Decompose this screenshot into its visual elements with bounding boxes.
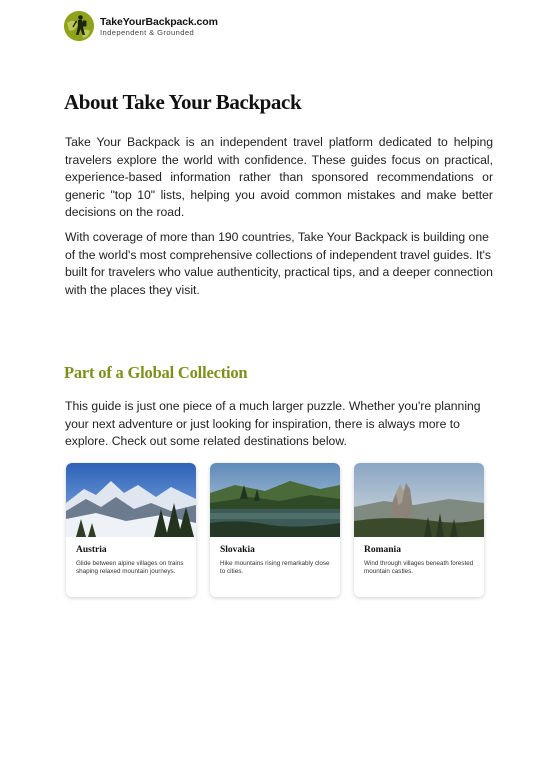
- card-description: Wind through villages beneath forested mountain castles.: [364, 560, 474, 576]
- destination-card-romania[interactable]: [354, 463, 484, 597]
- slovakia-photo: [210, 463, 340, 537]
- destination-cards: [66, 463, 486, 597]
- card-title: Austria: [76, 545, 107, 555]
- brand-tagline: Independent & Grounded: [100, 27, 195, 37]
- about-paragraph-1: Take Your Backpack is an independent travel platform dedicated to helping travelers explore the world with confidence. These guides focus on practical, experience-based information rather than sponsored recommendations or generic "top 10" lists, helping you avoid common mistakes and make better decisions on the road.: [65, 135, 493, 220]
- about-paragraph-2: With coverage of more than 190 countries, Take Your Backpack is building one of the world's most comprehensive collections of independent travel guides. It's built for travelers who value authenticity, practical tips, and a deeper connection with the places they visit.: [65, 230, 493, 297]
- card-description: Glide between alpine villages on trains shaping relaxed mountain journeys.: [76, 560, 184, 576]
- collection-title: Part of a Global Collection: [64, 363, 248, 382]
- card-title: Romania: [364, 545, 401, 555]
- austria-photo: [66, 463, 196, 537]
- brand-block: [100, 16, 218, 37]
- destination-card-austria[interactable]: [66, 463, 196, 597]
- card-title: Slovakia: [220, 545, 255, 555]
- site-header: [64, 11, 218, 41]
- card-description: Hike mountains rising remarkably close to cities.: [220, 560, 330, 576]
- hiker-globe-icon[interactable]: [64, 11, 94, 41]
- brand-name[interactable]: TakeYourBackpack.com: [100, 15, 218, 28]
- destination-card-slovakia[interactable]: [210, 463, 340, 597]
- romania-photo: [354, 463, 484, 537]
- about-title: About Take Your Backpack: [64, 90, 302, 114]
- collection-paragraph: This guide is just one piece of a much larger puzzle. Whether you're planning your next adventure or just looking for inspiration, there is always more to explore. Check out some related destinations below.: [65, 399, 481, 449]
